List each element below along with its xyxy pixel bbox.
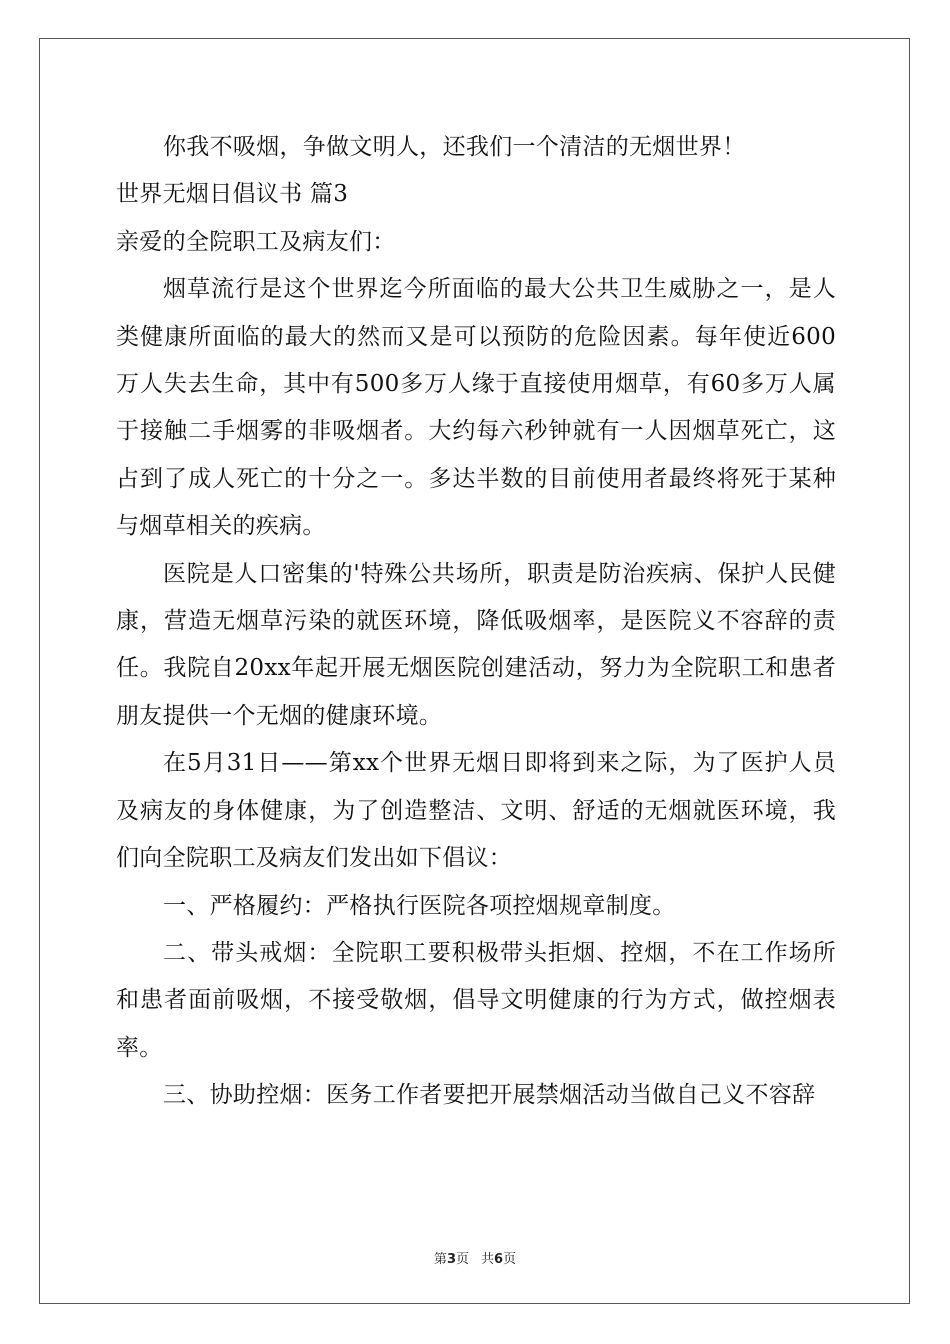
footer-page-suffix: 页: [455, 1252, 469, 1267]
document-body: [116, 124, 836, 1120]
paragraph-closing-slogan: 你我不吸烟，争做文明人，还我们一个清洁的无烟世界！: [163, 134, 746, 160]
paragraph-item-1: 一、严格履约：严格执行医院各项控烟规章制度。: [163, 892, 676, 919]
paragraph-item-2: 二、带头戒烟：全院职工要积极带头拒烟、控烟，不在工作场所和患者面前吸烟，不接受敬烟，倡导文明健康的行为方式，做控烟表率。: [116, 939, 836, 1061]
paragraph-hospital-duty: 医院是人口密集的'特殊公共场所，职责是防治疾病、保护人民健康，营造无烟草污染的就医环境，降低吸烟率，是医院义不容辞的责任。我院自20xx年起开展无烟医院创建活动，努力为全院职工和患者朋友提供一个无烟的健康环境。: [116, 560, 836, 729]
footer-page-current: 3: [446, 1252, 456, 1267]
page-footer: [0, 1248, 950, 1267]
salutation: 亲爱的全院职工及病友们：: [116, 228, 396, 255]
paragraph-initiative-intro: 在5月31日——第xx个世界无烟日即将到来之际，为了医护人员及病友的身体健康，为了创造整洁、文明、舒适的无烟就医环境，我们向全院职工及病友们发出如下倡议：: [116, 750, 836, 872]
footer-page-total: 6: [494, 1252, 504, 1267]
section-title: 世界无烟日倡议书 篇3: [116, 181, 349, 208]
paragraph-tobacco-threat: 烟草流行是这个世界迄今所面临的最大公共卫生威胁之一，是人类健康所面临的最大的然而又是可以预防的危险因素。每年使近600万人失去生命，其中有500多万人缘于直接使用烟草，有60多万人属于接触二手烟雾的非吸烟者。大约每六秒钟就有一人因烟草死亡，这占到了成人死亡的十分之一。多达半数的目前使用者最终将死于某种与烟草相关的疾病。: [116, 276, 836, 540]
paragraph-item-3: 三、协助控烟：医务工作者要把开展禁烟活动当做自己义不容辞: [163, 1082, 816, 1109]
footer-page-prefix: 第: [433, 1252, 447, 1267]
footer-total-prefix: 共: [481, 1252, 495, 1267]
footer-total-suffix: 页: [503, 1252, 517, 1267]
